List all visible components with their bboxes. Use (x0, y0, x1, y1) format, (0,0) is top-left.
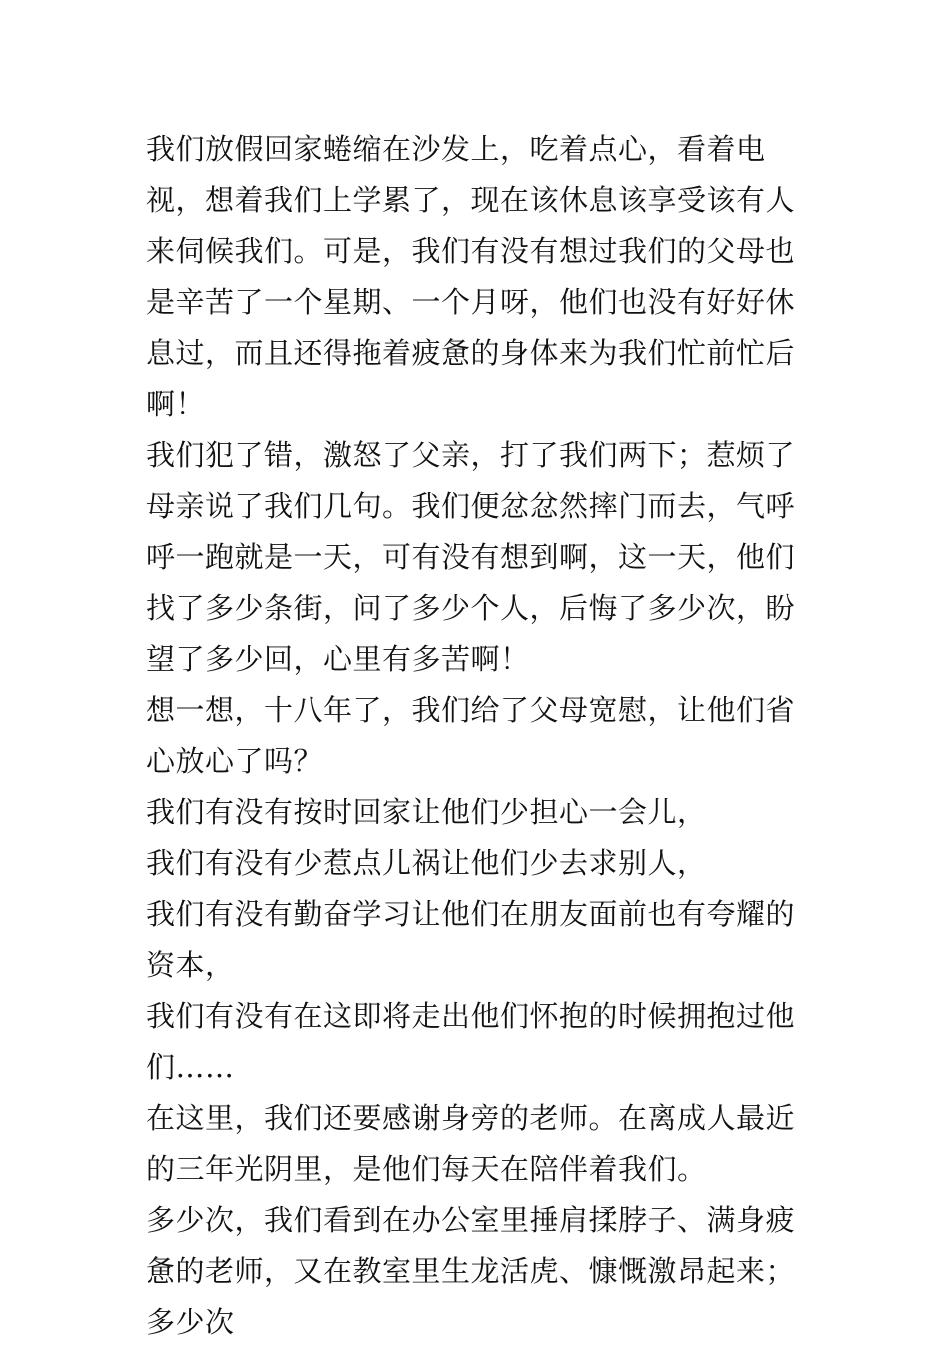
paragraph-2: 我们犯了错，激怒了父亲，打了我们两下；惹烦了母亲说了我们几句。我们便忿忿然摔门而去，气呼呼一跑就是一天，可有没有想到啊，这一天，他们找了多少条街，问了多少个人，后悔了多少次，盼望了多少回，心里有多苦啊！ (146, 438, 796, 676)
paragraph-1: 我们放假回家蜷缩在沙发上，吃着点心，看着电视，想着我们上学累了，现在该休息该享受该有人来伺候我们。可是，我们有没有想过我们的父母也是辛苦了一个星期、一个月呀，他们也没有好好休息过，而且还得拖着疲惫的身体来为我们忙前忙后啊！ (146, 132, 796, 421)
paragraph-8: 在这里，我们还要感谢身旁的老师。在离成人最近的三年光阴里，是他们每天在陪伴着我们。 (146, 1101, 796, 1186)
paragraph-5: 我们有没有少惹点儿祸让他们少去求别人， (146, 846, 707, 880)
paragraph-9: 多少次，我们看到在办公室里捶肩揉脖子、满身疲惫的老师，又在教室里生龙活虎、慷慨激昂起来；多少次 (146, 1203, 796, 1339)
paragraph-4: 我们有没有按时回家让他们少担心一会儿， (146, 795, 707, 829)
paragraph-3: 想一想，十八年了，我们给了父母宽慰，让他们省心放心了吗？ (146, 693, 796, 778)
paragraph-6: 我们有没有勤奋学习让他们在朋友面前也有夸耀的资本， (146, 897, 796, 982)
paragraph-7: 我们有没有在这即将走出他们怀抱的时候拥抱过他们…… (146, 999, 796, 1084)
document-body (146, 124, 808, 1348)
